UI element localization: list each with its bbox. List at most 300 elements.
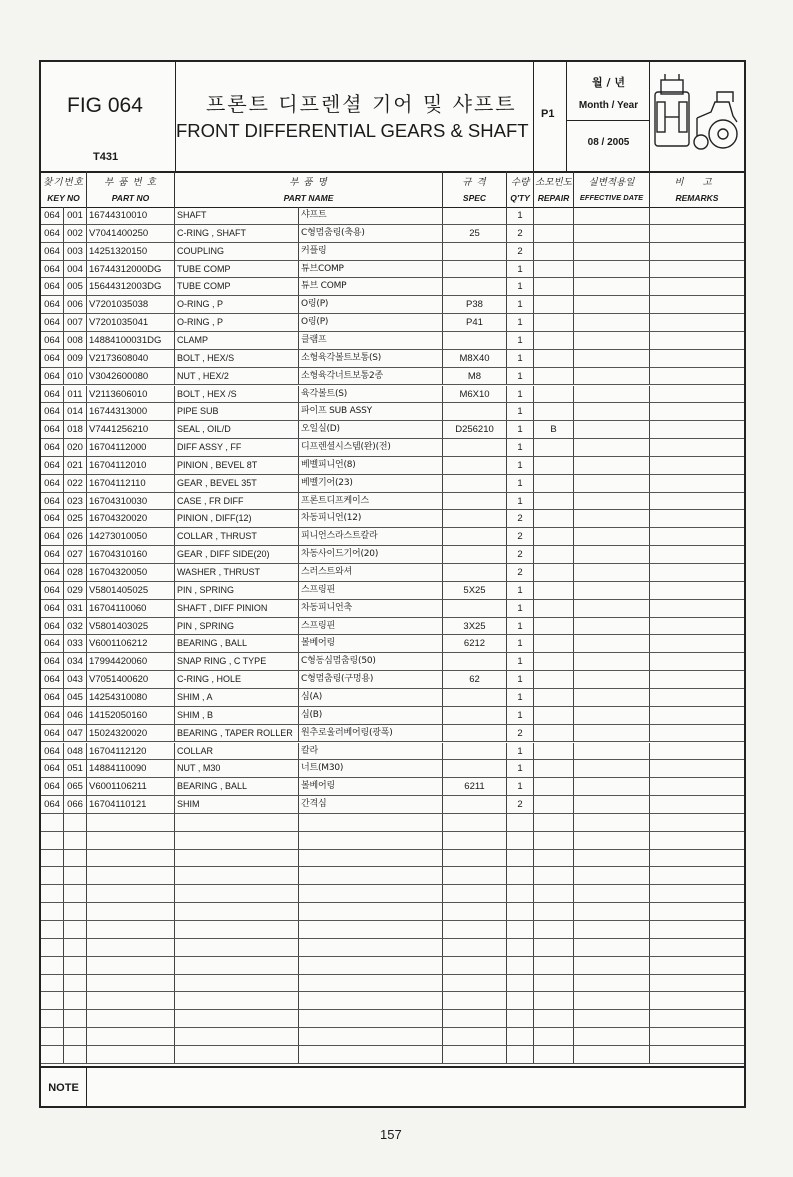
cell-pn: V6001106211 xyxy=(87,778,175,795)
cell-qt xyxy=(507,939,534,956)
blank-row xyxy=(41,832,744,850)
cell-rm xyxy=(650,796,744,813)
cell-en xyxy=(175,832,299,849)
cell-sp xyxy=(443,975,507,992)
cell-kr: O링(P) xyxy=(299,296,443,313)
cell-qt: 1 xyxy=(507,475,534,492)
tractor-icon xyxy=(653,72,741,162)
blank-row xyxy=(41,992,744,1010)
cell-kf xyxy=(41,814,64,831)
cell-kf: 064 xyxy=(41,528,64,545)
cell-en: SNAP RING , C TYPE xyxy=(175,653,299,670)
cell-sp xyxy=(443,510,507,527)
cell-sp xyxy=(443,278,507,295)
cell-kn: 027 xyxy=(64,546,87,563)
cell-qt: 2 xyxy=(507,528,534,545)
cell-sp: 6211 xyxy=(443,778,507,795)
cell-pn xyxy=(87,957,175,974)
cell-kn xyxy=(64,867,87,884)
cell-sp xyxy=(443,939,507,956)
cell-kn: 014 xyxy=(64,403,87,420)
cell-qt xyxy=(507,814,534,831)
cell-sp xyxy=(443,707,507,724)
cell-kn: 034 xyxy=(64,653,87,670)
cell-rp xyxy=(534,350,574,367)
page-number: 157 xyxy=(380,1127,402,1142)
cell-kr: 볼베어링 xyxy=(299,635,443,652)
cell-rm xyxy=(650,760,744,777)
cell-pn: V7201035041 xyxy=(87,314,175,331)
cell-kf: 064 xyxy=(41,671,64,688)
table-row xyxy=(41,368,744,386)
cell-kr: 튜브 COMP xyxy=(299,278,443,295)
cell-qt xyxy=(507,903,534,920)
cell-qt: 1 xyxy=(507,403,534,420)
cell-qt: 1 xyxy=(507,618,534,635)
page-code: P1 xyxy=(541,108,555,120)
cell-ef xyxy=(574,225,650,242)
cell-pn xyxy=(87,939,175,956)
cell-kr: C형멈춤링(축용) xyxy=(299,225,443,242)
table-row xyxy=(41,421,744,439)
cell-kn xyxy=(64,957,87,974)
cell-ef xyxy=(574,350,650,367)
cell-kf: 064 xyxy=(41,314,64,331)
cell-kr: 심(A) xyxy=(299,689,443,706)
cell-rm xyxy=(650,403,744,420)
cell-pn: V5801405025 xyxy=(87,582,175,599)
cell-kr: 프론트디프케이스 xyxy=(299,493,443,510)
cell-kn xyxy=(64,921,87,938)
cell-sp xyxy=(443,992,507,1009)
sheet-header xyxy=(41,62,744,173)
cell-rp xyxy=(534,207,574,224)
cell-kn xyxy=(64,903,87,920)
cell-rm xyxy=(650,493,744,510)
cell-kr xyxy=(299,939,443,956)
blank-row xyxy=(41,1028,744,1046)
cell-ef xyxy=(574,243,650,260)
cell-rp xyxy=(534,957,574,974)
cell-pn: V7041400250 xyxy=(87,225,175,242)
cell-kr xyxy=(299,1028,443,1045)
cell-qt: 1 xyxy=(507,386,534,403)
blank-row xyxy=(41,1046,744,1064)
table-row xyxy=(41,528,744,546)
cell-kr: O링(P) xyxy=(299,314,443,331)
table-row xyxy=(41,261,744,279)
cell-kr: 심(B) xyxy=(299,707,443,724)
column-part-name: 부 품 명 PART NAME xyxy=(175,171,443,207)
cell-kn: 046 xyxy=(64,707,87,724)
cell-rm xyxy=(650,618,744,635)
cell-pn: 16704112120 xyxy=(87,743,175,760)
cell-pn: V3042600080 xyxy=(87,368,175,385)
cell-en: GEAR , DIFF SIDE(20) xyxy=(175,546,299,563)
cell-en: O-RING , P xyxy=(175,314,299,331)
cell-kn: 051 xyxy=(64,760,87,777)
cell-kn: 009 xyxy=(64,350,87,367)
cell-rm xyxy=(650,421,744,438)
cell-rp xyxy=(534,992,574,1009)
cell-rp xyxy=(534,707,574,724)
cell-en: NUT , M30 xyxy=(175,760,299,777)
cell-ef xyxy=(574,386,650,403)
cell-rp xyxy=(534,439,574,456)
cell-ef xyxy=(574,921,650,938)
cell-kr: 스러스트와셔 xyxy=(299,564,443,581)
cell-rm xyxy=(650,832,744,849)
cell-ef xyxy=(574,957,650,974)
cell-kf xyxy=(41,850,64,867)
cell-en: TUBE COMP xyxy=(175,278,299,295)
cell-kn xyxy=(64,850,87,867)
cell-kn: 045 xyxy=(64,689,87,706)
cell-pn: 14251320150 xyxy=(87,243,175,260)
cell-kf: 064 xyxy=(41,707,64,724)
cell-kn xyxy=(64,885,87,902)
cell-ef xyxy=(574,814,650,831)
cell-kr: 볼베어링 xyxy=(299,778,443,795)
cell-pn: V7051400620 xyxy=(87,671,175,688)
cell-en: CLAMP xyxy=(175,332,299,349)
table-row xyxy=(41,564,744,582)
cell-kn: 047 xyxy=(64,725,87,742)
cell-rp xyxy=(534,1046,574,1063)
cell-kr: 차동사이드기어(20) xyxy=(299,546,443,563)
cell-en: CASE , FR DIFF xyxy=(175,493,299,510)
cell-ef xyxy=(574,582,650,599)
cell-pn: 16704110121 xyxy=(87,796,175,813)
cell-kr: 클램프 xyxy=(299,332,443,349)
cell-rp xyxy=(534,885,574,902)
cell-kn: 028 xyxy=(64,564,87,581)
cell-sp xyxy=(443,475,507,492)
cell-rp xyxy=(534,457,574,474)
cell-rp xyxy=(534,921,574,938)
cell-pn xyxy=(87,1028,175,1045)
cell-sp xyxy=(443,885,507,902)
cell-kf: 064 xyxy=(41,600,64,617)
table-row xyxy=(41,403,744,421)
cell-kr: 칼라 xyxy=(299,743,443,760)
cell-kr: 튜브COMP xyxy=(299,261,443,278)
cell-en xyxy=(175,1046,299,1063)
column-header xyxy=(41,171,744,208)
cell-qt: 1 xyxy=(507,261,534,278)
cell-sp xyxy=(443,457,507,474)
cell-qt: 2 xyxy=(507,546,534,563)
cell-kn: 066 xyxy=(64,796,87,813)
table-row xyxy=(41,618,744,636)
cell-kn xyxy=(64,1028,87,1045)
cell-rm xyxy=(650,957,744,974)
cell-en: COLLAR xyxy=(175,743,299,760)
cell-kf: 064 xyxy=(41,582,64,599)
cell-pn: V7441256210 xyxy=(87,421,175,438)
cell-kn: 029 xyxy=(64,582,87,599)
cell-en xyxy=(175,1010,299,1027)
cell-ef xyxy=(574,760,650,777)
cell-sp: 5X25 xyxy=(443,582,507,599)
column-part-no: 부 품 번 호 PART NO xyxy=(87,171,175,207)
cell-en: NUT , HEX/2 xyxy=(175,368,299,385)
cell-kr: 커플링 xyxy=(299,243,443,260)
cell-rm xyxy=(650,743,744,760)
cell-qt: 2 xyxy=(507,225,534,242)
cell-rp xyxy=(534,618,574,635)
column-qty: 수량 Q'TY xyxy=(507,171,534,207)
cell-en: BEARING , TAPER ROLLER xyxy=(175,725,299,742)
cell-kr: C형멈춤링(구멍용) xyxy=(299,671,443,688)
cell-sp xyxy=(443,903,507,920)
column-key: 찾기번호 KEY NO xyxy=(41,171,87,207)
cell-rm xyxy=(650,243,744,260)
cell-en: COUPLING xyxy=(175,243,299,260)
cell-sp: P41 xyxy=(443,314,507,331)
cell-pn: 16744313000 xyxy=(87,403,175,420)
table-row xyxy=(41,689,744,707)
cell-pn: 16704320020 xyxy=(87,510,175,527)
cell-ef xyxy=(574,939,650,956)
cell-sp xyxy=(443,653,507,670)
cell-en: SHAFT , DIFF PINION xyxy=(175,600,299,617)
cell-pn: 16704112110 xyxy=(87,475,175,492)
cell-kf: 064 xyxy=(41,368,64,385)
cell-qt: 1 xyxy=(507,778,534,795)
cell-kn: 031 xyxy=(64,600,87,617)
cell-sp: M8X40 xyxy=(443,350,507,367)
cell-qt xyxy=(507,957,534,974)
cell-kf: 064 xyxy=(41,386,64,403)
cell-pn: 14273010050 xyxy=(87,528,175,545)
cell-kn: 026 xyxy=(64,528,87,545)
cell-en: C-RING , HOLE xyxy=(175,671,299,688)
cell-rm xyxy=(650,225,744,242)
cell-en: WASHER , THRUST xyxy=(175,564,299,581)
cell-rp xyxy=(534,510,574,527)
cell-ef xyxy=(574,671,650,688)
cell-qt: 1 xyxy=(507,493,534,510)
cell-rp xyxy=(534,635,574,652)
table-row xyxy=(41,439,744,457)
cell-kn: 021 xyxy=(64,457,87,474)
cell-qt xyxy=(507,975,534,992)
cell-kf: 064 xyxy=(41,243,64,260)
figure-cell xyxy=(41,62,176,171)
table-row xyxy=(41,760,744,778)
cell-rm xyxy=(650,903,744,920)
cell-rp xyxy=(534,528,574,545)
cell-kr: 차동피니언(12) xyxy=(299,510,443,527)
cell-pn: 14152050160 xyxy=(87,707,175,724)
cell-pn: 15024320020 xyxy=(87,725,175,742)
cell-en xyxy=(175,975,299,992)
cell-sp xyxy=(443,439,507,456)
cell-kr: 간격심 xyxy=(299,796,443,813)
cell-rm xyxy=(650,653,744,670)
cell-ef xyxy=(574,421,650,438)
cell-sp xyxy=(443,796,507,813)
cell-kf: 064 xyxy=(41,439,64,456)
cell-rp xyxy=(534,1010,574,1027)
cell-en: COLLAR , THRUST xyxy=(175,528,299,545)
cell-kf: 064 xyxy=(41,278,64,295)
cell-rm xyxy=(650,261,744,278)
cell-rp xyxy=(534,760,574,777)
cell-kf: 064 xyxy=(41,760,64,777)
cell-rp xyxy=(534,564,574,581)
cell-pn: 14884100031DG xyxy=(87,332,175,349)
cell-pn: 14254310080 xyxy=(87,689,175,706)
cell-pn: V2173608040 xyxy=(87,350,175,367)
cell-ef xyxy=(574,707,650,724)
table-row xyxy=(41,671,744,689)
cell-kr: 차동피니언축 xyxy=(299,600,443,617)
column-spec: 규 격 SPEC xyxy=(443,171,507,207)
cell-kf xyxy=(41,1010,64,1027)
cell-pn xyxy=(87,814,175,831)
cell-en xyxy=(175,850,299,867)
cell-sp: 6212 xyxy=(443,635,507,652)
cell-pn: 16744310010 xyxy=(87,207,175,224)
cell-ef xyxy=(574,261,650,278)
cell-qt xyxy=(507,1028,534,1045)
title-english: FRONT DIFFERENTIAL GEARS & SHAFT xyxy=(176,120,529,141)
cell-qt: 2 xyxy=(507,564,534,581)
cell-rm xyxy=(650,975,744,992)
table-row xyxy=(41,743,744,761)
cell-kf xyxy=(41,1046,64,1063)
cell-rm xyxy=(650,1028,744,1045)
cell-en xyxy=(175,957,299,974)
cell-kn: 018 xyxy=(64,421,87,438)
table-row xyxy=(41,546,744,564)
cell-rm xyxy=(650,546,744,563)
cell-kn xyxy=(64,1010,87,1027)
cell-en xyxy=(175,867,299,884)
cell-rm xyxy=(650,368,744,385)
cell-qt: 2 xyxy=(507,243,534,260)
cell-pn: 16704320050 xyxy=(87,564,175,581)
cell-rp xyxy=(534,743,574,760)
cell-en xyxy=(175,992,299,1009)
cell-sp xyxy=(443,760,507,777)
cell-qt: 1 xyxy=(507,743,534,760)
cell-rp xyxy=(534,1028,574,1045)
cell-kf: 064 xyxy=(41,332,64,349)
blank-row xyxy=(41,975,744,993)
blank-row xyxy=(41,867,744,885)
cell-pn: 14884110090 xyxy=(87,760,175,777)
cell-sp: M6X10 xyxy=(443,386,507,403)
cell-ef xyxy=(574,1046,650,1063)
cell-kf xyxy=(41,921,64,938)
cell-qt xyxy=(507,832,534,849)
blank-row xyxy=(41,850,744,868)
cell-rp xyxy=(534,975,574,992)
cell-rm xyxy=(650,350,744,367)
cell-rm xyxy=(650,635,744,652)
cell-pn: V5801403025 xyxy=(87,618,175,635)
cell-ef xyxy=(574,975,650,992)
cell-rm xyxy=(650,725,744,742)
cell-ef xyxy=(574,493,650,510)
cell-ef xyxy=(574,743,650,760)
cell-kn: 003 xyxy=(64,243,87,260)
note-area xyxy=(41,1066,744,1108)
cell-sp xyxy=(443,689,507,706)
cell-sp: P38 xyxy=(443,296,507,313)
cell-kf: 064 xyxy=(41,653,64,670)
cell-rm xyxy=(650,278,744,295)
cell-kf xyxy=(41,975,64,992)
table-row xyxy=(41,225,744,243)
column-remarks: 비 고 REMARKS xyxy=(674,177,720,203)
cell-pn: 16704112010 xyxy=(87,457,175,474)
cell-rp xyxy=(534,582,574,599)
table-row xyxy=(41,475,744,493)
cell-pn xyxy=(87,832,175,849)
cell-kf xyxy=(41,957,64,974)
cell-ef xyxy=(574,725,650,742)
cell-ef xyxy=(574,618,650,635)
cell-ef xyxy=(574,314,650,331)
column-effective-date: 실변적용일 EFFECTIVE DATE xyxy=(574,171,650,207)
cell-ef xyxy=(574,689,650,706)
cell-ef xyxy=(574,600,650,617)
cell-sp xyxy=(443,814,507,831)
cell-ef xyxy=(574,207,650,224)
cell-kn: 025 xyxy=(64,510,87,527)
cell-rm xyxy=(650,707,744,724)
table-row xyxy=(41,510,744,528)
cell-sp xyxy=(443,850,507,867)
cell-kr xyxy=(299,957,443,974)
cell-ef xyxy=(574,778,650,795)
cell-kn: 033 xyxy=(64,635,87,652)
cell-qt xyxy=(507,921,534,938)
cell-kr xyxy=(299,850,443,867)
cell-kf: 064 xyxy=(41,350,64,367)
cell-en: SHIM , B xyxy=(175,707,299,724)
cell-ef xyxy=(574,332,650,349)
cell-pn: V6001106212 xyxy=(87,635,175,652)
cell-sp: 62 xyxy=(443,671,507,688)
table-row xyxy=(41,600,744,618)
cell-en xyxy=(175,921,299,938)
cell-kn xyxy=(64,975,87,992)
cell-rp xyxy=(534,225,574,242)
cell-qt: 1 xyxy=(507,671,534,688)
cell-kf xyxy=(41,1028,64,1045)
cell-rp xyxy=(534,725,574,742)
blank-row xyxy=(41,921,744,939)
cell-en: SHAFT xyxy=(175,207,299,224)
cell-rm xyxy=(650,939,744,956)
cell-kr xyxy=(299,867,443,884)
table-row xyxy=(41,314,744,332)
cell-ef xyxy=(574,457,650,474)
cell-pn: V7201035038 xyxy=(87,296,175,313)
cell-kn: 004 xyxy=(64,261,87,278)
cell-qt: 1 xyxy=(507,653,534,670)
cell-rm xyxy=(650,386,744,403)
cell-en: BOLT , HEX/S xyxy=(175,350,299,367)
cell-sp xyxy=(443,1028,507,1045)
cell-ef xyxy=(574,546,650,563)
cell-rp xyxy=(534,778,574,795)
